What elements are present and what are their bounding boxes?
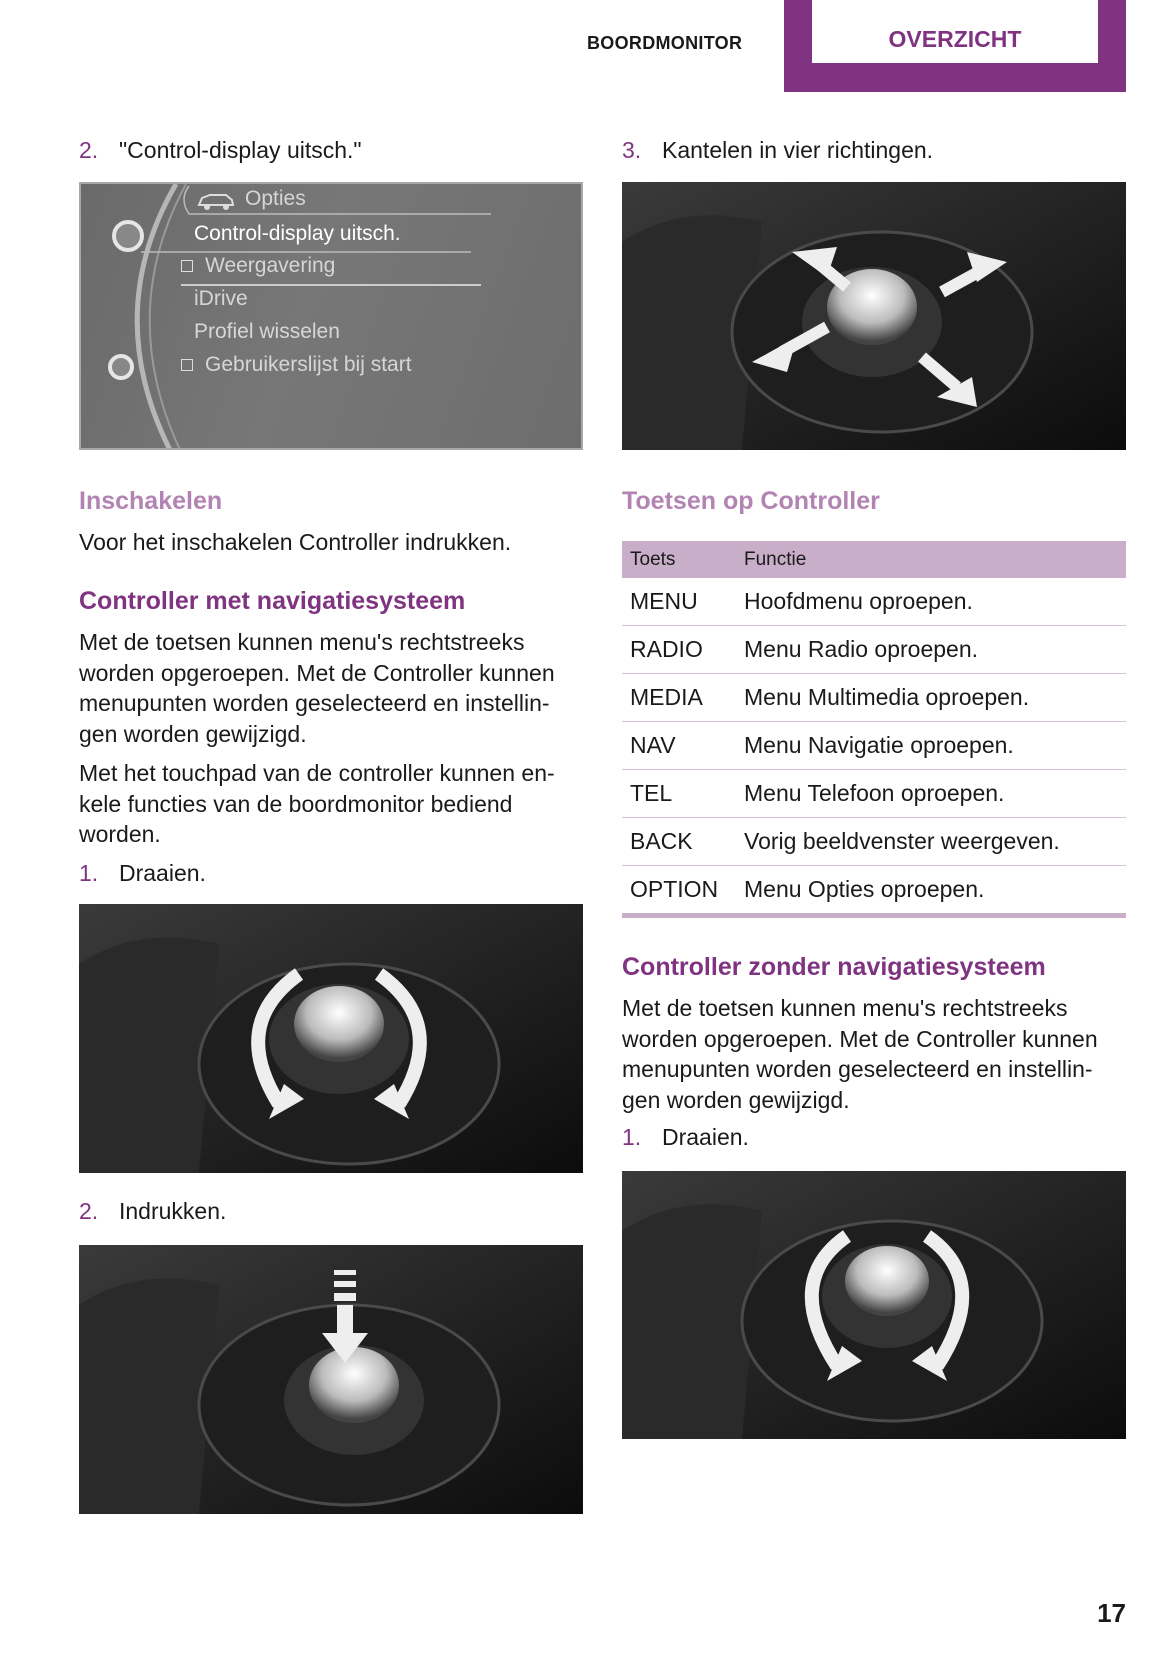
menu-item-weergavering[interactable]: Weergavering <box>181 254 335 278</box>
zonder-step-1-turn: 1. Draaien. <box>622 1124 749 1150</box>
page-number: 17 <box>1097 1598 1126 1628</box>
menu-item-gebruikerslijst[interactable]: Gebruikerslijst bij start <box>181 353 412 377</box>
table-row: MENU Hoofdmenu oproepen. <box>622 578 1126 626</box>
table-row: RADIO Menu Radio oproepen. <box>622 626 1126 674</box>
checkbox-icon <box>181 359 193 371</box>
menu-item-control-display-off[interactable]: Control-display uitsch. <box>194 222 401 245</box>
heading-controller-met-nav: Controller met navigatiesysteem <box>79 587 466 615</box>
section-label: BOORDMONITOR <box>587 33 743 53</box>
screen-title: Opties <box>245 187 306 210</box>
step-2-press: 2. Indrukken. <box>79 1198 227 1224</box>
column-header-functie: Functie <box>736 541 1126 578</box>
inschakelen-text: Voor het inschakelen Controller indrukken. <box>79 529 512 555</box>
column-header-toets: Toets <box>622 541 736 578</box>
chapter-tab-label: OVERZICHT <box>888 26 1022 52</box>
controller-tilt-photo <box>622 182 1126 450</box>
car-icon <box>196 190 236 212</box>
table-row: NAV Menu Navigatie oproepen. <box>622 722 1126 770</box>
table-row: MEDIA Menu Multimedia oproepen. <box>622 674 1126 722</box>
checkbox-icon <box>181 260 193 272</box>
nav-paragraph-2: Met het touchpad van de controller kunnen en- kele functies van de boordmonitor bediend worden. <box>79 760 555 847</box>
step-1-turn: 1. Draaien. <box>79 860 206 886</box>
menu-item-idrive[interactable]: iDrive <box>194 287 248 310</box>
table-row: TEL Menu Telefoon oproepen. <box>622 770 1126 818</box>
keys-table <box>622 541 1126 918</box>
heading-toetsen: Toetsen op Controller <box>622 487 880 515</box>
controller-press-photo <box>79 1245 583 1514</box>
controller-turn-photo <box>79 904 583 1173</box>
table-row: OPTION Menu Opties oproepen. <box>622 866 1126 916</box>
table-row: BACK Vorig beeldvenster weergeven. <box>622 818 1126 866</box>
heading-controller-zonder-nav: Controller zonder navigatiesysteem <box>622 953 1046 981</box>
step-2-screen: 2. "Control-display uitsch." <box>79 137 362 163</box>
heading-inschakelen: Inschakelen <box>79 487 223 515</box>
nav-paragraph-1: Met de toetsen kunnen menu's rechtstreeks worden opgeroepen. Met de Controller kunnen menupunten worden geselecteerd en instellin- gen worden gewijzigd. <box>79 629 555 747</box>
menu-item-profiel-wisselen[interactable]: Profiel wisselen <box>194 320 340 343</box>
step-3-tilt: 3. Kantelen in vier richtingen. <box>622 137 934 163</box>
chapter-tab <box>784 0 1126 92</box>
zonder-paragraph: Met de toetsen kunnen menu's rechtstreeks worden opgeroepen. Met de Controller kunnen menupunten worden geselecteerd en instellin- gen worden gewijzigd. <box>622 995 1098 1113</box>
controller-turn-photo-no-nav <box>622 1171 1126 1439</box>
control-display-screenshot <box>79 182 583 450</box>
